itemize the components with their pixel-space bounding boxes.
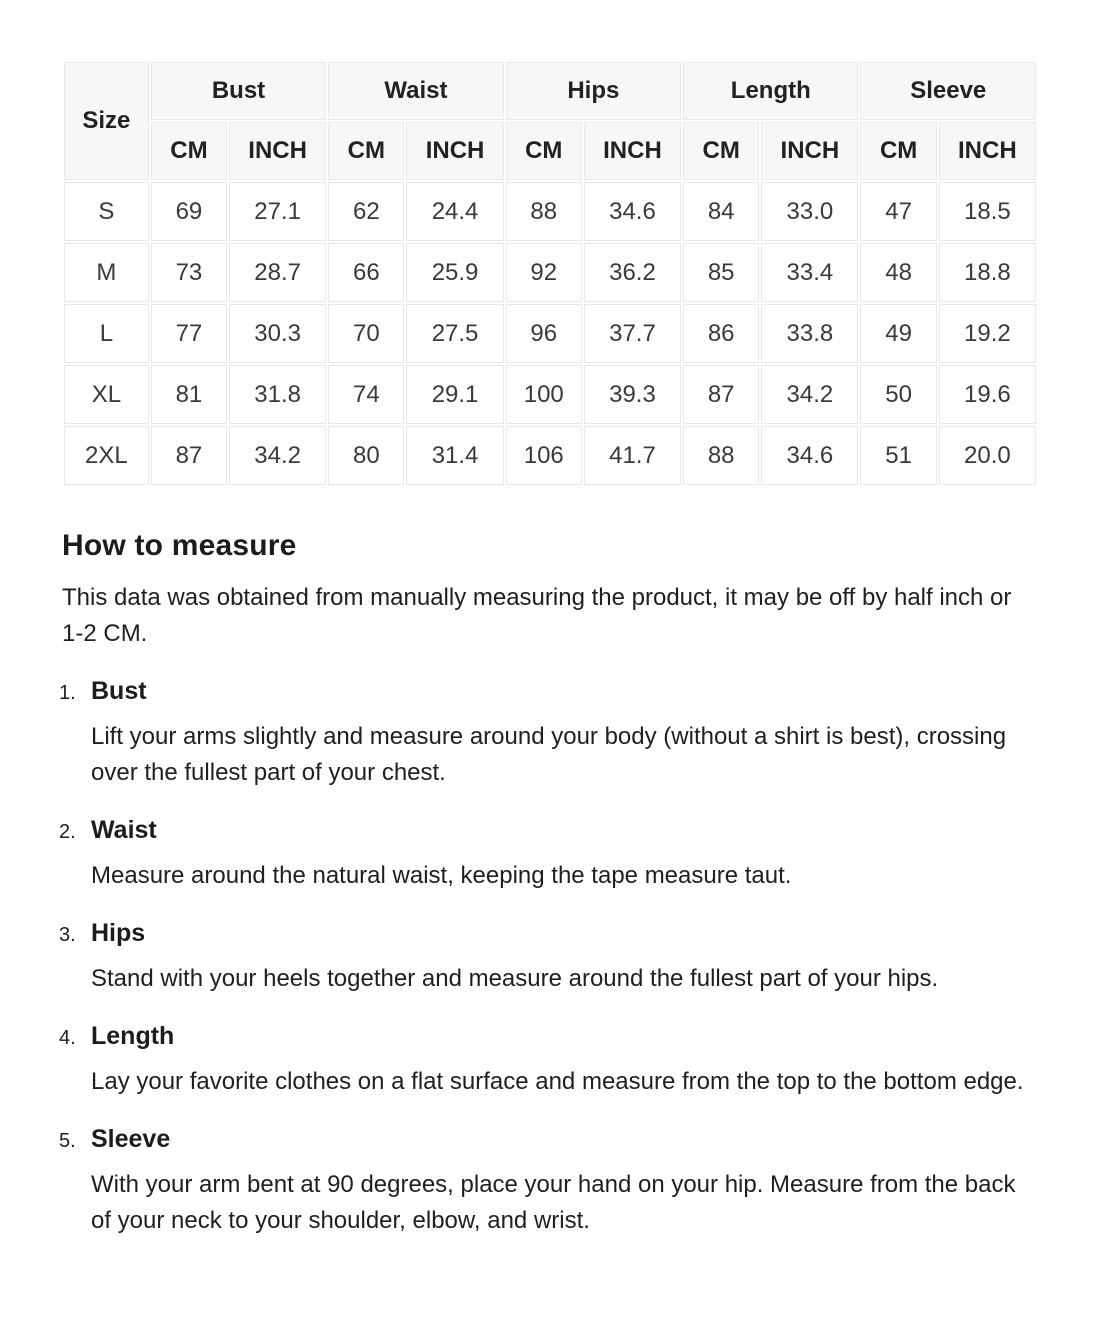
unit-header-cm: CM bbox=[860, 122, 936, 180]
measurement-cell: 20.0 bbox=[939, 426, 1036, 485]
size-column-header: Size bbox=[64, 62, 149, 180]
measurement-cell: 27.1 bbox=[229, 182, 326, 241]
measurement-cell: 88 bbox=[506, 182, 582, 241]
unit-header-cm: CM bbox=[683, 122, 759, 180]
step-description: Measure around the natural waist, keeping the tape measure taut. bbox=[91, 862, 792, 889]
table-row bbox=[64, 182, 1036, 241]
list-item bbox=[59, 1022, 1038, 1100]
measurement-cell: 100 bbox=[506, 365, 582, 424]
measurement-cell: 49 bbox=[860, 304, 936, 363]
measurement-cell: 96 bbox=[506, 304, 582, 363]
step-number: 3. bbox=[59, 924, 76, 946]
measurement-cell: 51 bbox=[860, 426, 936, 485]
unit-header-inch: INCH bbox=[229, 122, 326, 180]
length-group-header: Length bbox=[683, 62, 858, 120]
table-row bbox=[64, 243, 1036, 302]
step-description: Lift your arms slightly and measure around your body (without a shirt is best), crossing over the fullest part of your chest. bbox=[91, 723, 1007, 786]
list-item bbox=[59, 919, 1038, 997]
measurement-cell: 37.7 bbox=[584, 304, 681, 363]
measurement-cell: 81 bbox=[151, 365, 227, 424]
unit-header-inch: INCH bbox=[406, 122, 503, 180]
size-chart-table bbox=[62, 60, 1038, 487]
step-title: Sleeve bbox=[91, 1125, 171, 1153]
list-item bbox=[59, 1125, 1038, 1239]
measurement-cell: 33.8 bbox=[761, 304, 858, 363]
measure-steps-list bbox=[59, 677, 1038, 1239]
unit-header-cm: CM bbox=[506, 122, 582, 180]
measurement-cell: 50 bbox=[860, 365, 936, 424]
measurement-cell: 36.2 bbox=[584, 243, 681, 302]
table-row bbox=[64, 426, 1036, 485]
list-item bbox=[59, 816, 1038, 894]
measurement-cell: 92 bbox=[506, 243, 582, 302]
step-title: Bust bbox=[91, 677, 147, 705]
measurement-cell: 86 bbox=[683, 304, 759, 363]
size-cell: S bbox=[64, 182, 149, 241]
measurement-cell: 39.3 bbox=[584, 365, 681, 424]
step-title: Length bbox=[91, 1022, 175, 1050]
measurement-cell: 77 bbox=[151, 304, 227, 363]
measurement-cell: 73 bbox=[151, 243, 227, 302]
measurement-cell: 24.4 bbox=[406, 182, 503, 241]
measurement-cell: 19.6 bbox=[939, 365, 1036, 424]
measurement-cell: 29.1 bbox=[406, 365, 503, 424]
step-number: 1. bbox=[59, 682, 76, 704]
step-title: Waist bbox=[91, 816, 157, 844]
measurement-cell: 87 bbox=[151, 426, 227, 485]
unit-header-inch: INCH bbox=[761, 122, 858, 180]
measurement-cell: 74 bbox=[328, 365, 404, 424]
measurement-cell: 31.4 bbox=[406, 426, 503, 485]
measurement-cell: 80 bbox=[328, 426, 404, 485]
measurement-cell: 28.7 bbox=[229, 243, 326, 302]
measurement-cell: 62 bbox=[328, 182, 404, 241]
size-cell: L bbox=[64, 304, 149, 363]
table-row bbox=[64, 304, 1036, 363]
step-title: Hips bbox=[91, 919, 146, 947]
measurement-cell: 25.9 bbox=[406, 243, 503, 302]
measurement-cell: 87 bbox=[683, 365, 759, 424]
bust-group-header: Bust bbox=[151, 62, 326, 120]
measurement-cell: 34.2 bbox=[229, 426, 326, 485]
measurement-cell: 33.4 bbox=[761, 243, 858, 302]
measurement-cell: 41.7 bbox=[584, 426, 681, 485]
size-cell: M bbox=[64, 243, 149, 302]
measurement-cell: 47 bbox=[860, 182, 936, 241]
measurement-cell: 18.8 bbox=[939, 243, 1036, 302]
step-description: Lay your favorite clothes on a flat surface and measure from the top to the bottom edge. bbox=[91, 1068, 1024, 1095]
list-item bbox=[59, 677, 1038, 791]
measurement-cell: 66 bbox=[328, 243, 404, 302]
unit-header-inch: INCH bbox=[584, 122, 681, 180]
step-description: Stand with your heels together and measure around the fullest part of your hips. bbox=[91, 965, 939, 992]
size-cell: 2XL bbox=[64, 426, 149, 485]
how-to-measure-title: How to measure bbox=[62, 529, 297, 562]
measurement-cell: 48 bbox=[860, 243, 936, 302]
measurement-cell: 69 bbox=[151, 182, 227, 241]
table-row bbox=[64, 365, 1036, 424]
unit-header-inch: INCH bbox=[939, 122, 1036, 180]
step-number: 5. bbox=[59, 1130, 76, 1152]
measurement-cell: 30.3 bbox=[229, 304, 326, 363]
measurement-cell: 88 bbox=[683, 426, 759, 485]
unit-header-cm: CM bbox=[328, 122, 404, 180]
hips-group-header: Hips bbox=[506, 62, 681, 120]
measurement-cell: 84 bbox=[683, 182, 759, 241]
measurement-cell: 34.2 bbox=[761, 365, 858, 424]
how-to-measure-intro: This data was obtained from manually measuring the product, it may be off by half inch or 1-2 CM. bbox=[62, 584, 1012, 647]
waist-group-header: Waist bbox=[328, 62, 503, 120]
measurement-cell: 31.8 bbox=[229, 365, 326, 424]
step-number: 2. bbox=[59, 821, 76, 843]
measurement-cell: 19.2 bbox=[939, 304, 1036, 363]
measurement-cell: 34.6 bbox=[761, 426, 858, 485]
measurement-cell: 70 bbox=[328, 304, 404, 363]
unit-header-cm: CM bbox=[151, 122, 227, 180]
sleeve-group-header: Sleeve bbox=[860, 62, 1036, 120]
step-number: 4. bbox=[59, 1027, 76, 1049]
measurement-cell: 27.5 bbox=[406, 304, 503, 363]
size-chart-header bbox=[64, 62, 1036, 180]
measurement-cell: 106 bbox=[506, 426, 582, 485]
step-description: With your arm bent at 90 degrees, place your hand on your hip. Measure from the back of your neck to your shoulder, elbow, and wrist. bbox=[91, 1171, 1016, 1234]
measurement-cell: 18.5 bbox=[939, 182, 1036, 241]
measurement-cell: 33.0 bbox=[761, 182, 858, 241]
size-cell: XL bbox=[64, 365, 149, 424]
measurement-cell: 85 bbox=[683, 243, 759, 302]
measurement-cell: 34.6 bbox=[584, 182, 681, 241]
